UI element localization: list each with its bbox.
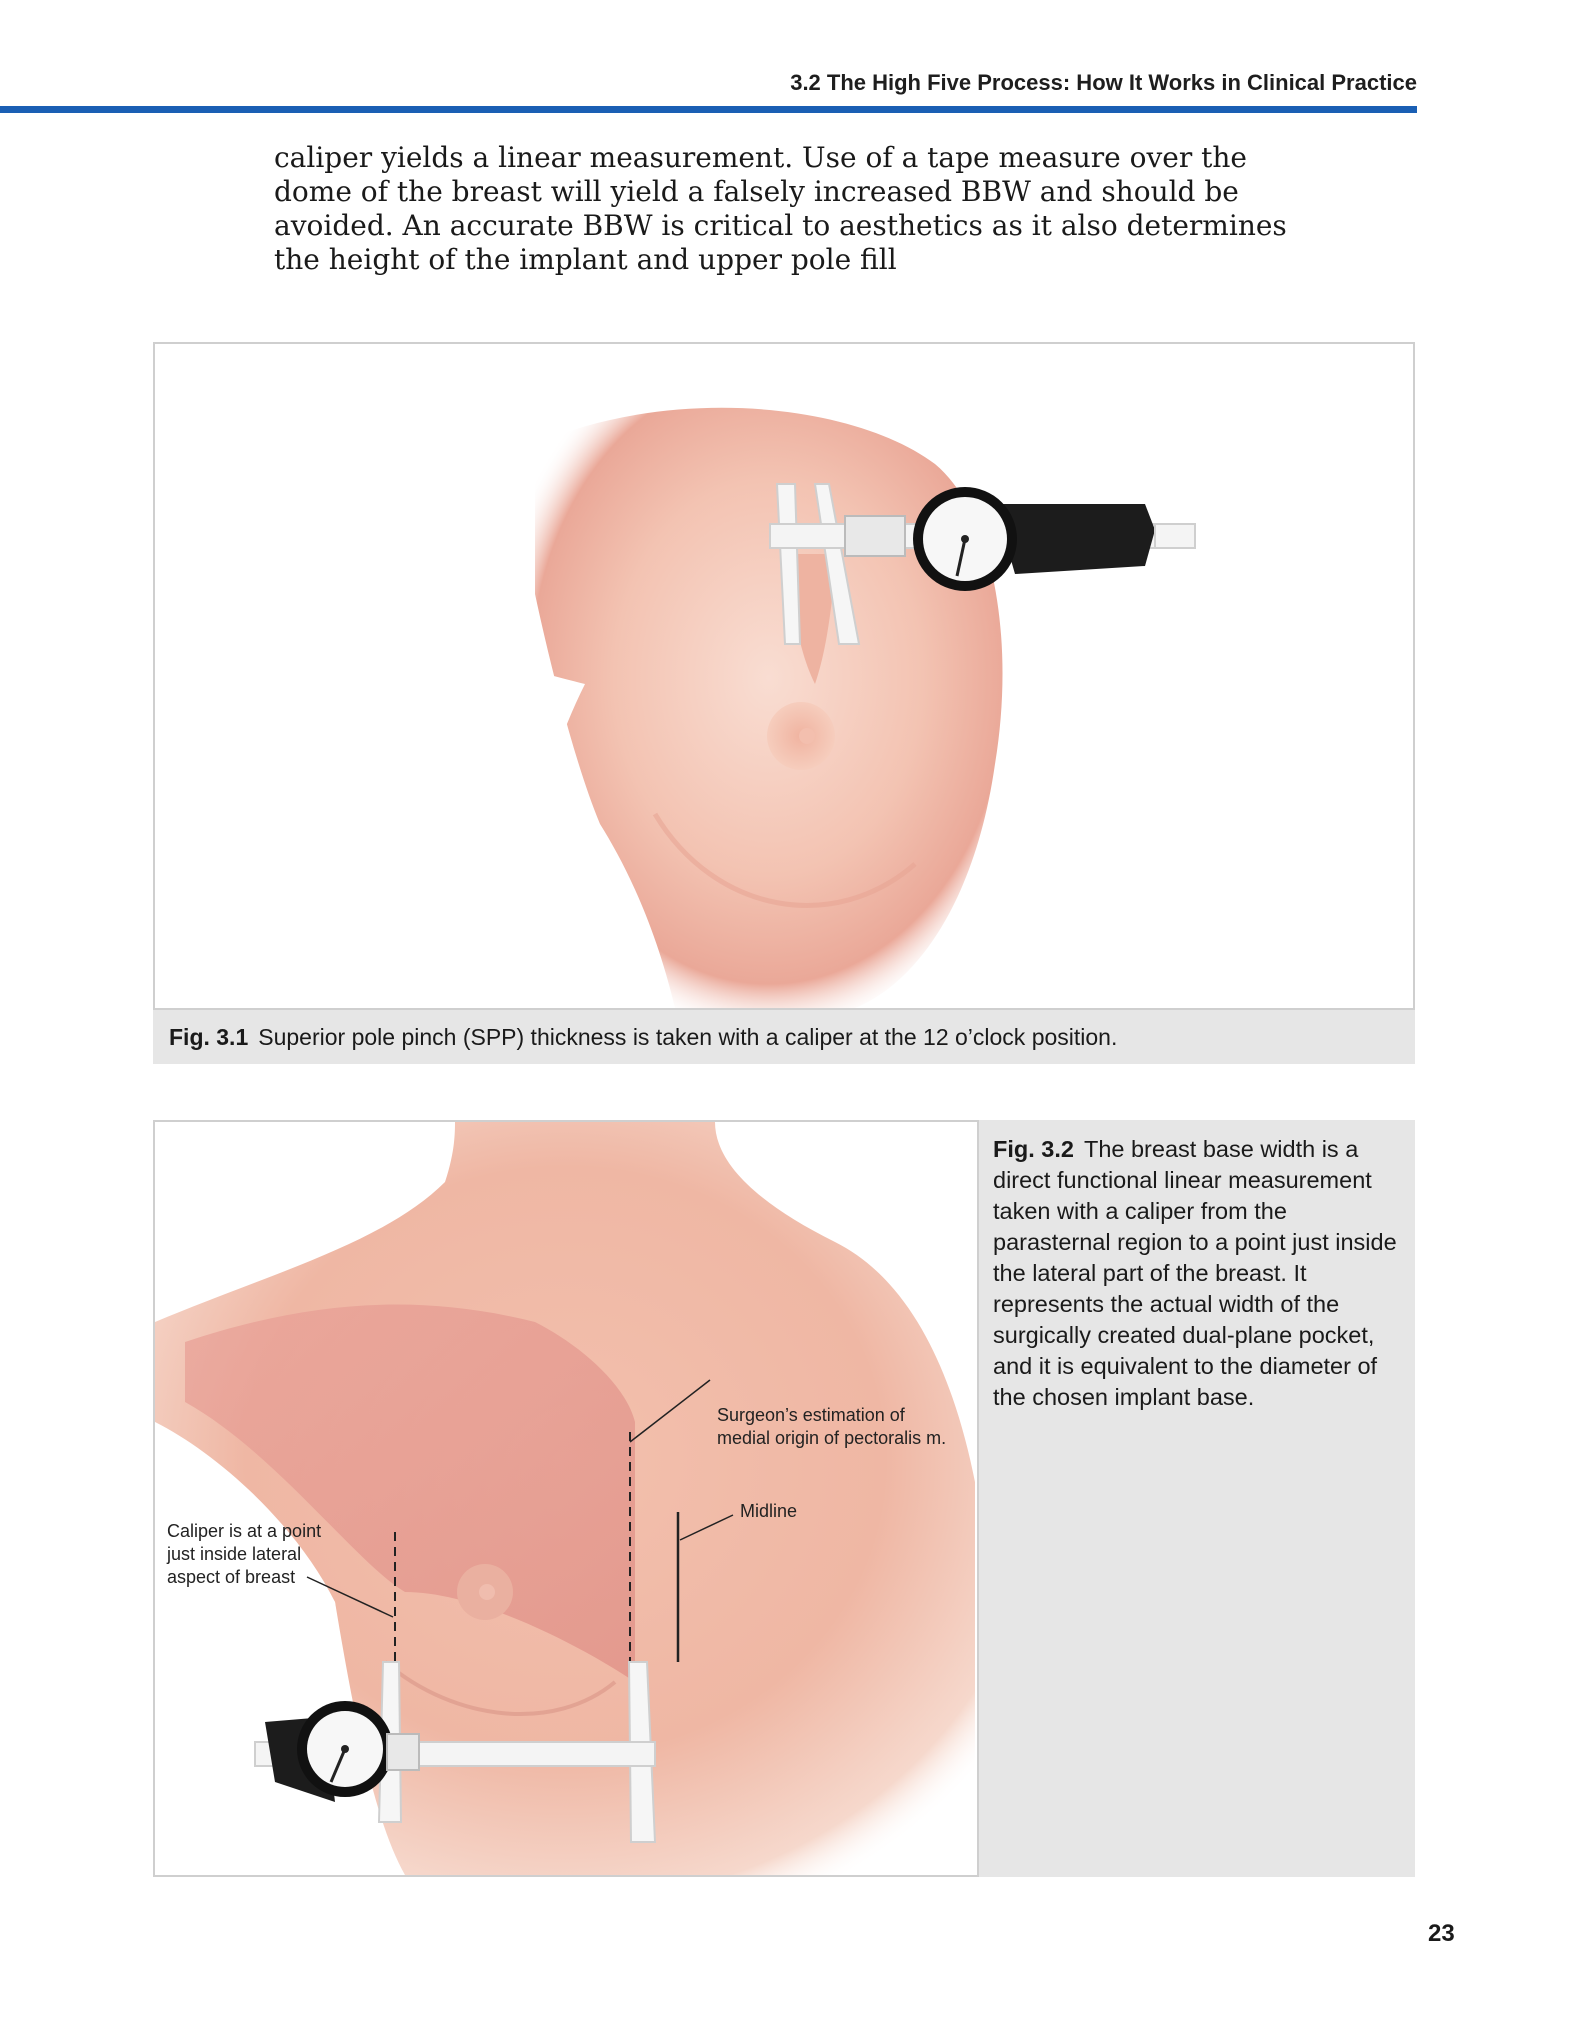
torso-shape: [535, 408, 1003, 1008]
running-head: 3.2 The High Five Process: How It Works in Clinical Practice: [790, 70, 1417, 95]
figure-1-illustration: [153, 342, 1415, 1010]
surgeon-estimation-line-2: medial origin of pectoralis m.: [717, 1428, 947, 1448]
arm-edge: [455, 670, 585, 1008]
figure-1-caption-text: Superior pole pinch (SPP) thickness is taken with a caliper at the 12 o’clock position.: [258, 1024, 1118, 1050]
caliper-point-line-3: aspect of breast: [167, 1567, 296, 1587]
caliper-point-line-1: Caliper is at a point: [167, 1521, 322, 1541]
body-paragraph: caliper yields a linear measurement. Use of a tape measure over the dome of the breast will yield a falsely increased BBW and should be avoided. An accurate BBW is critical to aesthetics as it also determines the height of the implant and upper pole fill: [274, 141, 1287, 276]
midline-label: Midline: [740, 1501, 798, 1521]
breast-pinch-illustration: [155, 344, 1413, 1008]
caliper-point-line-2: just inside lateral: [167, 1544, 302, 1564]
page-number: 23: [1428, 1920, 1455, 1947]
header-rule: [0, 106, 1417, 113]
caliper-point-label: [167, 1520, 321, 1589]
surgeon-estimation-label: [717, 1404, 946, 1450]
surgeon-estimation-line-1: Surgeon’s estimation of: [717, 1405, 905, 1425]
figure-2-caption: [979, 1120, 1415, 1877]
figure-1-label: Fig. 3.1: [169, 1024, 249, 1050]
nipple: [479, 1584, 495, 1600]
figure-2-illustration: [153, 1120, 979, 1877]
figure-2-label: Fig. 3.2: [993, 1136, 1074, 1162]
chest-width-illustration: [155, 1122, 977, 1875]
figure-1-caption: [153, 1010, 1415, 1064]
figure-2-caption-text: The breast base width is a direct functional linear measurement taken with a caliper from the parasternal region to a point just inside the lateral part of the breast. It represents the actual width of the surgically created dual-plane pocket, and it is equivalent to the diameter of the chosen implant base.: [993, 1136, 1397, 1410]
nipple: [799, 728, 815, 744]
